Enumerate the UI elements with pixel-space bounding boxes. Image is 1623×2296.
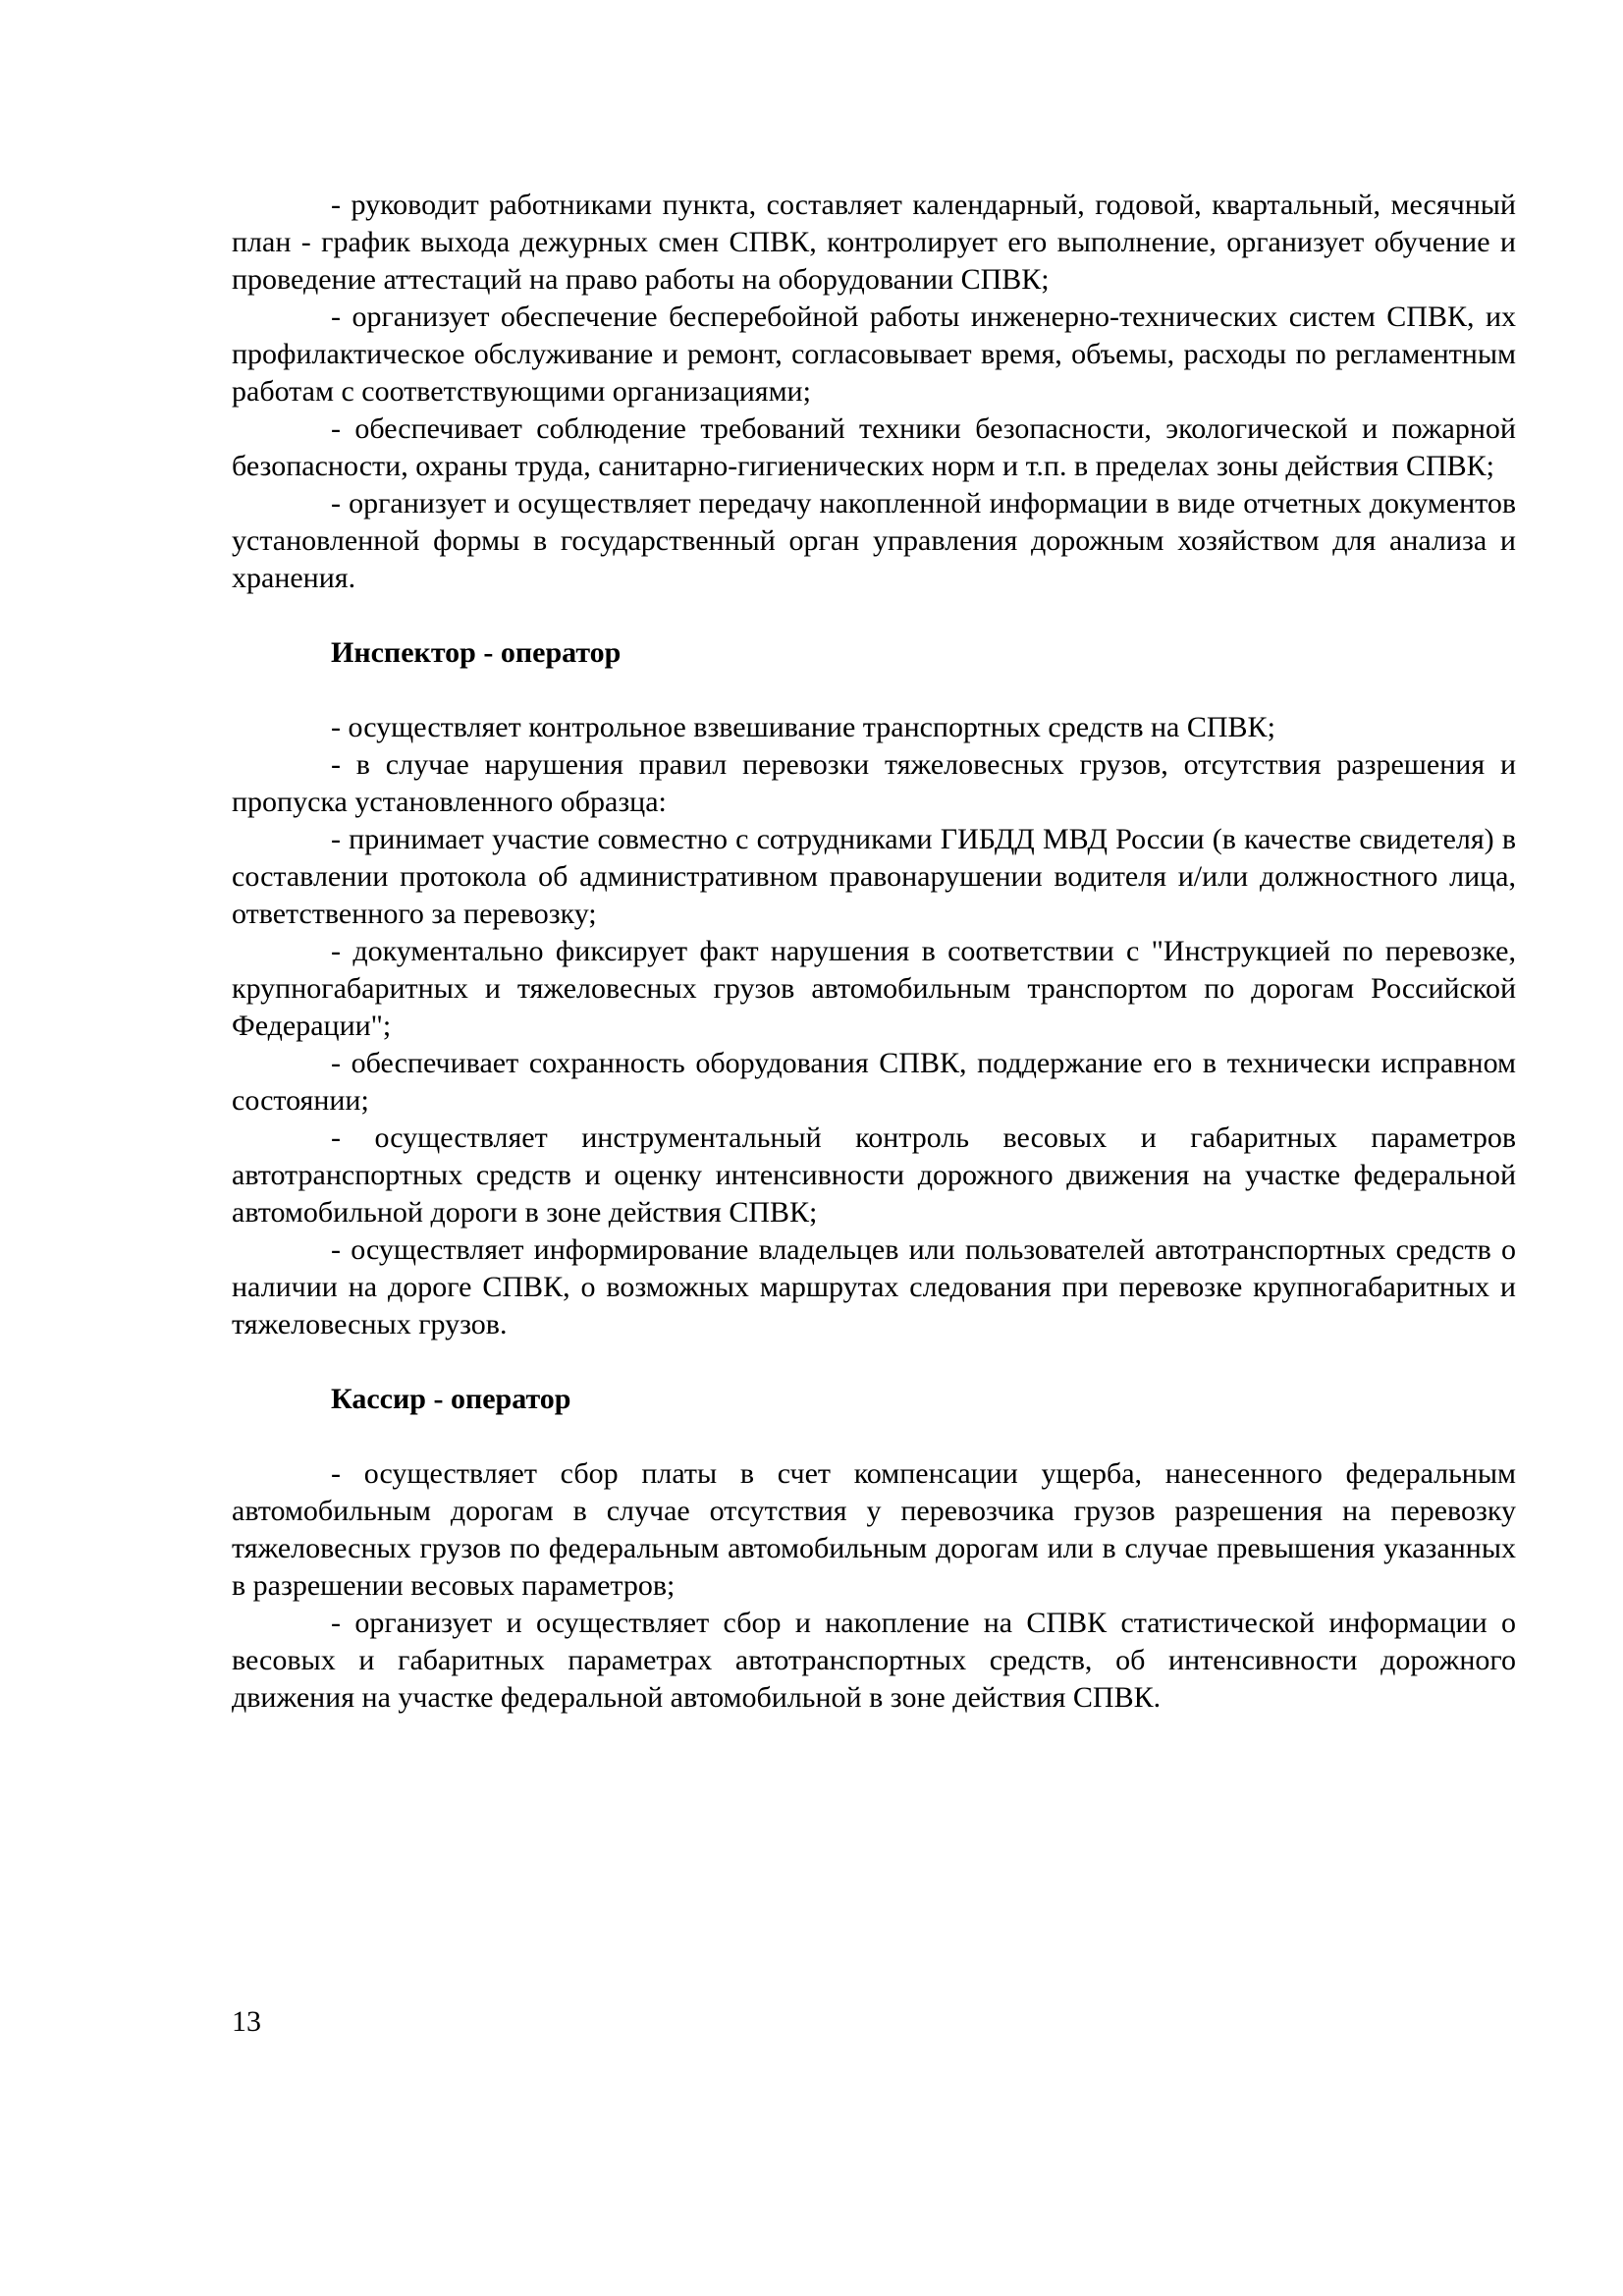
section-body	[232, 1455, 1516, 1717]
section-paragraph: - осуществляет инструментальный контроль весовых и габаритных параметров автотранспортных средств и оценку интенсивности дорожного движения на участке федеральной автомобильной дороги в зоне действия СПВК;	[232, 1121, 1516, 1229]
intro-paragraph-2: - организует обеспечение бесперебойной работы инженерно-технических систем СПВК, их профилактическое обслуживание и ремонт, согласовывает время, объемы, расходы по регламентным работам с соответствующими организациями;	[232, 301, 1516, 408]
section-inspector-operator	[232, 634, 1516, 1343]
document-body	[232, 187, 1516, 1717]
section-paragraph: - осуществляет контрольное взвешивание транспортных средств на СПВК;	[331, 711, 1275, 743]
section-cashier-operator	[232, 1381, 1516, 1717]
intro-paragraph-3: - обеспечивает соблюдение требований техники безопасности, экологической и пожарной безопасности, охраны труда, санитарно-гигиенических норм и т.п. в пределах зоны действия СПВК;	[232, 412, 1516, 482]
section-paragraph: - организует и осуществляет сбор и накопление на СПВК статистической информации о весовых и габаритных параметрах автотранспортных средств, об интенсивности дорожного движения на участке федеральной автомобильной в зоне действия СПВК.	[232, 1607, 1516, 1714]
section-paragraph: - осуществляет информирование владельцев или пользователей автотранспортных средств о наличии на дороге СПВК, о возможных маршрутах следования при перевозке крупногабаритных и тяжеловесных грузов.	[232, 1233, 1516, 1340]
intro-paragraph-1: - руководит работниками пункта, составляет календарный, годовой, квартальный, месячный план - график выхода дежурных смен СПВК, контролирует его выполнение, организует обучение и проведение аттестаций на право работы на оборудовании СПВК;	[232, 189, 1516, 296]
section-heading: Кассир - оператор	[331, 1383, 571, 1415]
section-paragraph: - в случае нарушения правил перевозки тяжеловесных грузов, отсутствия разрешения и пропуска установленного образца:	[232, 748, 1516, 818]
page-number: 13	[232, 2005, 261, 2038]
section-paragraph: - осуществляет сбор платы в счет компенсации ущерба, нанесенного федеральным автомобильным дорогам в случае отсутствия у перевозчика грузов разрешения на перевозку тяжеловесных грузов по федеральным автомобильным дорогам или в случае превышения указанных в разрешении весовых параметров;	[232, 1457, 1516, 1602]
section-paragraph: - обеспечивает сохранность оборудования СПВК, поддержание его в технически исправном состоянии;	[232, 1047, 1516, 1117]
intro-paragraph-4: - организует и осуществляет передачу накопленной информации в виде отчетных документов установленной формы в государственный орган управления дорожным хозяйством для анализа и хранения.	[232, 487, 1516, 594]
section-heading: Инспектор - оператор	[331, 636, 622, 669]
section-body	[232, 709, 1516, 1343]
section-paragraph: - принимает участие совместно с сотрудниками ГИБДД МВД России (в качестве свидетеля) в составлении протокола об административном правонарушении водителя и/или должностного лица, ответственного за перевозку;	[232, 823, 1516, 930]
section-paragraph: - документально фиксирует факт нарушения в соответствии с "Инструкцией по перевозке, крупногабаритных и тяжеловесных грузов автомобильным транспортом по дорогам Российской Федерации";	[232, 935, 1516, 1042]
intro-block	[232, 187, 1516, 597]
